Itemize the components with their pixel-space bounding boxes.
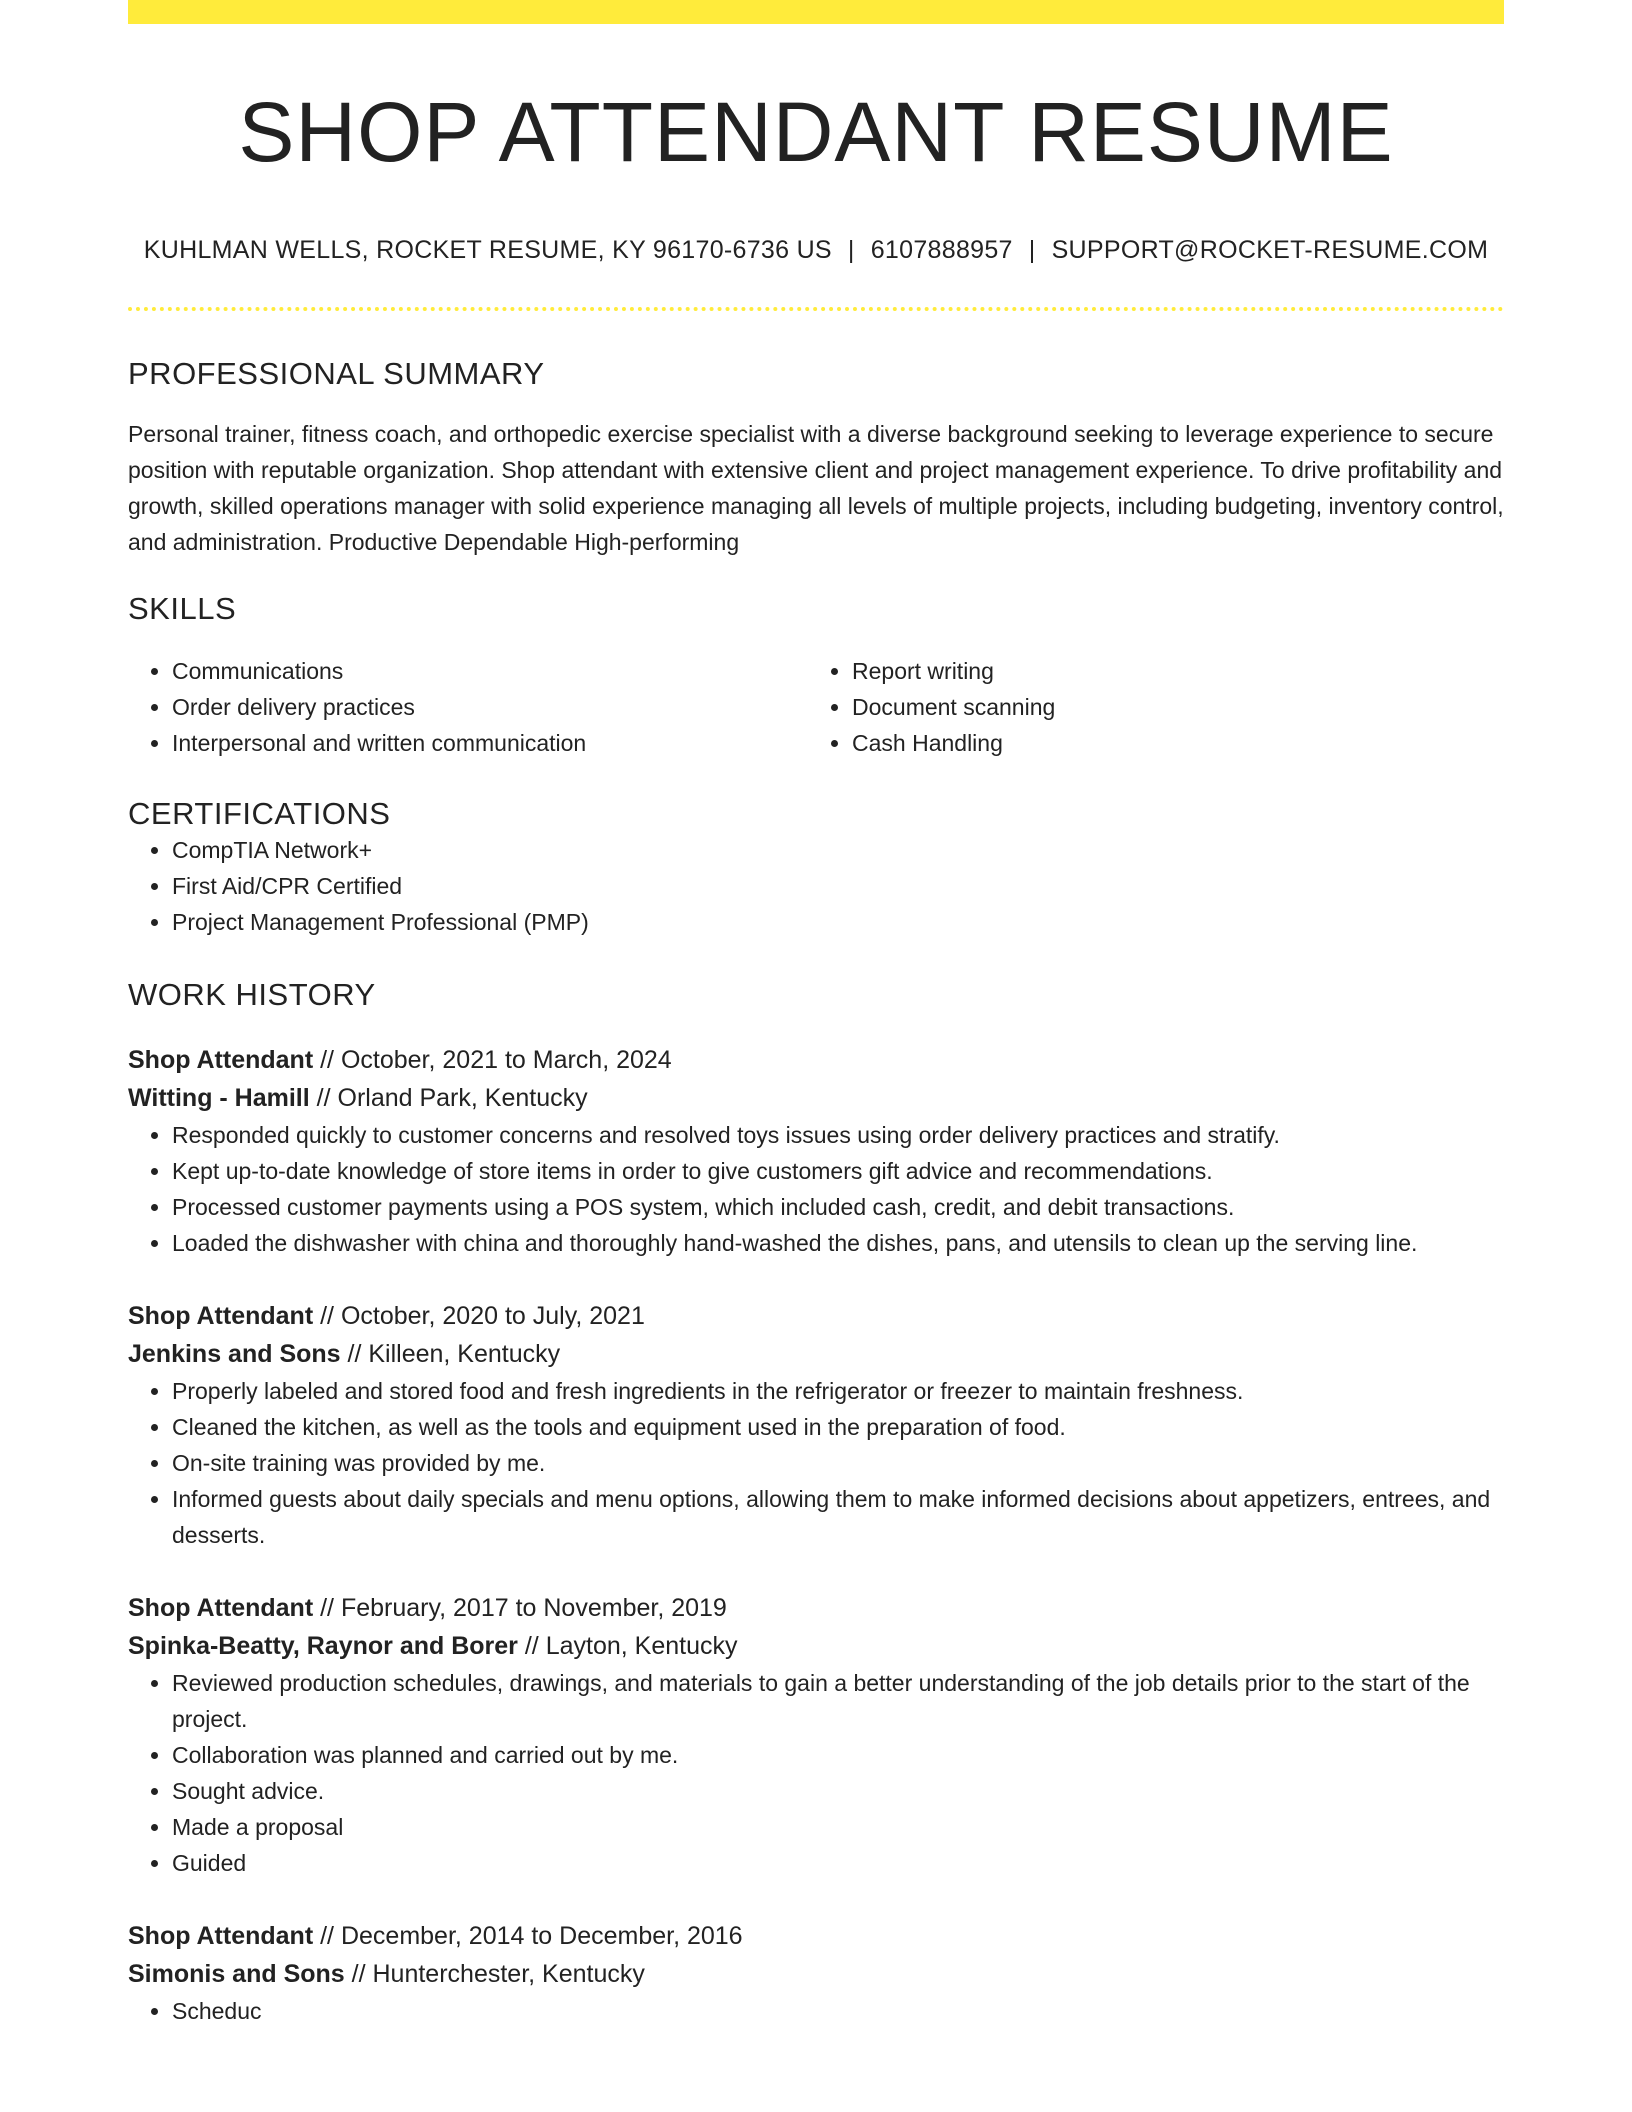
job-bullets [128,1665,1504,1881]
skills-grid [128,653,1504,761]
resume-page [128,0,1504,2029]
accent-top-bar [128,0,1504,24]
job-bullets [128,1117,1504,1261]
job-location: Orland Park, Kentucky [337,1084,588,1113]
job-dates: October, 2020 to July, 2021 [340,1302,645,1331]
job-dates: December, 2014 to December, 2016 [340,1922,743,1951]
job-company: Jenkins and Sons [128,1340,341,1369]
skill-item: • Cash Handling [852,725,1488,761]
job-title: Shop Attendant [128,1922,314,1951]
summary-text: Personal trainer, fitness coach, and orthopedic exercise specialist with a diverse background seeking to leverage experience to secure position with reputable organization. Shop attendant with extensive client and project management experience. To drive profitability and growth, skilled operations manager with solid experience managing all levels of multiple projects, including budgeting, inventory control, and administration. Productive Dependable High-performing [128,420,1504,555]
job-bullet: • Scheduc [172,1993,1504,2029]
job-bullets [128,1373,1504,1553]
job-title: Shop Attendant [128,1302,314,1331]
job-company-line [128,1335,1504,1373]
job-company: Spinka-Beatty, Raynor and Borer [128,1632,518,1661]
job-title-line [128,1589,1504,1627]
skills-list-left [128,653,808,761]
job-entry [128,1041,1504,1261]
resume-title: SHOP ATTENDANT RESUME [238,85,1394,179]
certification-item: • Project Management Professional (PMP) [172,904,1504,940]
job-company-line [128,1955,1504,1993]
job-title-line [128,1041,1504,1079]
job-dates: October, 2021 to March, 2024 [340,1046,672,1075]
skill-item: • Communications [172,653,808,689]
job-entry [128,1917,1504,2029]
dotted-divider [128,307,1504,311]
job-title: Shop Attendant [128,1046,314,1075]
job-separator: // [309,1084,338,1113]
job-company: Simonis and Sons [128,1960,345,1989]
job-company: Witting - Hamill [128,1084,310,1113]
job-bullet: • Sought advice. [172,1773,1504,1809]
job-bullet: • Informed guests about daily specials and menu options, allowing them to make informed decisions about appetizers, entrees, and desserts. [172,1481,1504,1553]
job-bullets [128,1993,1504,2029]
contact-address: KUHLMAN WELLS, ROCKET RESUME, KY 96170-6736 US [143,235,832,264]
contact-separator: | [1028,235,1036,264]
job-bullet: • Guided [172,1845,1504,1881]
job-company-line [128,1079,1504,1117]
job-title: Shop Attendant [128,1594,314,1623]
skill-item: • Document scanning [852,689,1488,725]
job-separator: // [313,1594,341,1623]
summary-heading: PROFESSIONAL SUMMARY [128,355,545,391]
job-location: Killeen, Kentucky [368,1340,561,1369]
job-separator: // [313,1922,341,1951]
job-bullet: • Reviewed production schedules, drawings, and materials to gain a better understanding of the job details prior to the start of the project. [172,1665,1504,1737]
certifications-heading: CERTIFICATIONS [128,795,391,831]
job-bullet: • Cleaned the kitchen, as well as the tools and equipment used in the preparation of food. [172,1409,1504,1445]
job-bullet: • Loaded the dishwasher with china and thoroughly hand-washed the dishes, pans, and utensils to clean up the serving line. [172,1225,1504,1261]
work-history-heading: WORK HISTORY [128,977,376,1013]
job-title-line [128,1297,1504,1335]
skills-column-left [128,653,808,761]
job-bullet: • Responded quickly to customer concerns and resolved toys issues using order delivery practices and stratify. [172,1117,1504,1153]
job-company-line [128,1627,1504,1665]
job-bullet: • Processed customer payments using a POS system, which included cash, credit, and debit transactions. [172,1189,1504,1225]
skills-list-right [808,653,1488,761]
job-bullet: • Kept up-to-date knowledge of store items in order to give customers gift advice and recommendations. [172,1153,1504,1189]
job-bullet: • On-site training was provided by me. [172,1445,1504,1481]
job-entry [128,1297,1504,1553]
job-bullet: • Collaboration was planned and carried out by me. [172,1737,1504,1773]
job-entry [128,1589,1504,1881]
job-location: Hunterchester, Kentucky [372,1960,645,1989]
certification-item: • First Aid/CPR Certified [172,868,1504,904]
certification-item: • CompTIA Network+ [172,832,1504,868]
contact-line [128,235,1504,265]
contact-phone: 6107888957 [870,235,1013,264]
skill-item: • Order delivery practices [172,689,808,725]
skill-item: • Interpersonal and written communication [172,725,808,761]
skills-heading: SKILLS [128,590,237,626]
job-bullet: • Properly labeled and stored food and fresh ingredients in the refrigerator or freezer to maintain freshness. [172,1373,1504,1409]
certifications-list [128,832,1504,940]
contact-email: SUPPORT@ROCKET-RESUME.COM [1051,235,1489,264]
skills-column-right [808,653,1488,761]
job-title-line [128,1917,1504,1955]
contact-separator: | [847,235,855,264]
job-separator: // [313,1046,341,1075]
skill-item: • Report writing [852,653,1488,689]
job-dates: February, 2017 to November, 2019 [340,1594,727,1623]
job-location: Layton, Kentucky [545,1632,738,1661]
job-bullet: • Made a proposal [172,1809,1504,1845]
job-separator: // [344,1960,373,1989]
job-separator: // [340,1340,369,1369]
job-separator: // [313,1302,341,1331]
job-separator: // [517,1632,546,1661]
